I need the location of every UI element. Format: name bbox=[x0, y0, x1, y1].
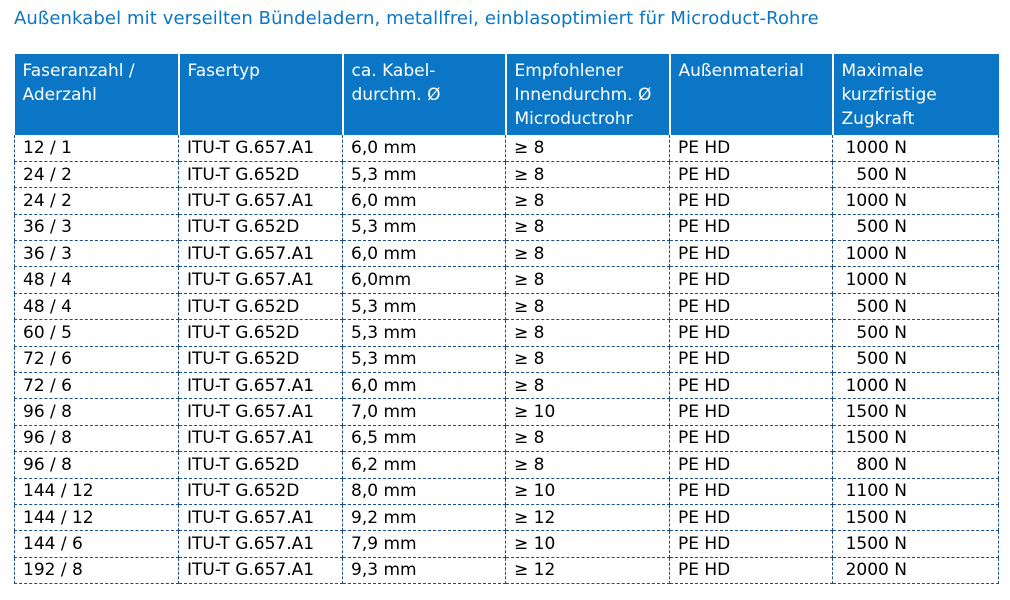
cell-cable-diameter: 5,3 mm bbox=[343, 346, 506, 372]
cell-tensile-force bbox=[833, 346, 999, 372]
cell-fiber-type: ITU-T G.657.A1 bbox=[179, 399, 343, 425]
cable-spec-table bbox=[14, 54, 999, 584]
tensile-force-value: 1500 N bbox=[845, 428, 907, 449]
cell-outer-material: PE HD bbox=[670, 373, 833, 399]
header-fiber-count: Faseranzahl / Aderzahl bbox=[15, 54, 179, 135]
cell-tensile-force bbox=[833, 214, 999, 240]
table-row bbox=[15, 504, 999, 530]
table-row bbox=[15, 320, 999, 346]
cell-cable-diameter: 6,0 mm bbox=[343, 373, 506, 399]
cell-tensile-force bbox=[833, 452, 999, 478]
table-row bbox=[15, 346, 999, 372]
cell-outer-material: PE HD bbox=[670, 452, 833, 478]
cell-fiber-count: 48 / 4 bbox=[15, 293, 179, 319]
cell-fiber-type: ITU-T G.657.A1 bbox=[179, 135, 343, 161]
cell-fiber-type: ITU-T G.657.A1 bbox=[179, 557, 343, 583]
cell-fiber-type: ITU-T G.652D bbox=[179, 452, 343, 478]
cell-microduct-diameter: ≥ 8 bbox=[506, 135, 670, 161]
cell-fiber-count: 144 / 12 bbox=[15, 504, 179, 530]
cell-fiber-type: ITU-T G.657.A1 bbox=[179, 241, 343, 267]
cell-microduct-diameter: ≥ 8 bbox=[506, 188, 670, 214]
cell-cable-diameter: 6,0 mm bbox=[343, 241, 506, 267]
table-row bbox=[15, 267, 999, 293]
cell-tensile-force bbox=[833, 293, 999, 319]
cell-cable-diameter: 5,3 mm bbox=[343, 161, 506, 187]
cell-cable-diameter: 7,0 mm bbox=[343, 399, 506, 425]
table-row bbox=[15, 452, 999, 478]
cell-cable-diameter: 6,0mm bbox=[343, 267, 506, 293]
cell-tensile-force bbox=[833, 531, 999, 557]
cell-fiber-type: ITU-T G.652D bbox=[179, 320, 343, 346]
cell-fiber-count: 192 / 8 bbox=[15, 557, 179, 583]
cell-fiber-count: 12 / 1 bbox=[15, 135, 179, 161]
cell-cable-diameter: 8,0 mm bbox=[343, 478, 506, 504]
cell-fiber-type: ITU-T G.657.A1 bbox=[179, 531, 343, 557]
table-row bbox=[15, 399, 999, 425]
cell-fiber-type: ITU-T G.657.A1 bbox=[179, 425, 343, 451]
table-row bbox=[15, 425, 999, 451]
cell-cable-diameter: 9,2 mm bbox=[343, 504, 506, 530]
cell-microduct-diameter: ≥ 8 bbox=[506, 161, 670, 187]
cell-outer-material: PE HD bbox=[670, 504, 833, 530]
header-cable-diameter: ca. Kabel-durchm. Ø bbox=[343, 54, 506, 135]
cell-microduct-diameter: ≥ 8 bbox=[506, 425, 670, 451]
cell-fiber-count: 24 / 2 bbox=[15, 161, 179, 187]
table-row bbox=[15, 557, 999, 583]
cell-tensile-force bbox=[833, 399, 999, 425]
tensile-force-value: 500 N bbox=[856, 322, 907, 343]
cell-fiber-count: 48 / 4 bbox=[15, 267, 179, 293]
header-fiber-type: Fasertyp bbox=[179, 54, 343, 135]
cell-tensile-force bbox=[833, 188, 999, 214]
cell-microduct-diameter: ≥ 8 bbox=[506, 320, 670, 346]
cell-microduct-diameter: ≥ 10 bbox=[506, 478, 670, 504]
table-row bbox=[15, 478, 999, 504]
cell-outer-material: PE HD bbox=[670, 241, 833, 267]
cell-outer-material: PE HD bbox=[670, 346, 833, 372]
cell-fiber-count: 36 / 3 bbox=[15, 214, 179, 240]
tensile-force-value: 500 N bbox=[856, 296, 907, 317]
cell-outer-material: PE HD bbox=[670, 531, 833, 557]
tensile-force-value: 2000 N bbox=[845, 560, 907, 581]
table-body bbox=[15, 135, 999, 584]
cell-tensile-force bbox=[833, 478, 999, 504]
cell-microduct-diameter: ≥ 8 bbox=[506, 452, 670, 478]
cell-tensile-force bbox=[833, 241, 999, 267]
table-row bbox=[15, 135, 999, 161]
cell-fiber-count: 96 / 8 bbox=[15, 425, 179, 451]
cell-fiber-type: ITU-T G.652D bbox=[179, 293, 343, 319]
cell-tensile-force bbox=[833, 425, 999, 451]
cell-cable-diameter: 6,2 mm bbox=[343, 452, 506, 478]
tensile-force-value: 1000 N bbox=[845, 137, 907, 158]
cell-tensile-force bbox=[833, 267, 999, 293]
cell-outer-material: PE HD bbox=[670, 399, 833, 425]
cell-fiber-count: 96 / 8 bbox=[15, 452, 179, 478]
tensile-force-value: 1000 N bbox=[845, 375, 907, 396]
cell-tensile-force bbox=[833, 161, 999, 187]
page-title: Außenkabel mit verseilten Bündeladern, metallfrei, einblasoptimiert für Microduct-Rohre bbox=[14, 8, 819, 29]
table-row bbox=[15, 214, 999, 240]
tensile-force-value: 500 N bbox=[856, 217, 907, 238]
cell-fiber-count: 144 / 12 bbox=[15, 478, 179, 504]
cell-cable-diameter: 6,0 mm bbox=[343, 188, 506, 214]
cell-outer-material: PE HD bbox=[670, 320, 833, 346]
cell-microduct-diameter: ≥ 10 bbox=[506, 399, 670, 425]
tensile-force-value: 500 N bbox=[856, 349, 907, 370]
cell-cable-diameter: 7,9 mm bbox=[343, 531, 506, 557]
cell-fiber-count: 24 / 2 bbox=[15, 188, 179, 214]
tensile-force-value: 1000 N bbox=[845, 243, 907, 264]
cell-cable-diameter: 5,3 mm bbox=[343, 214, 506, 240]
cell-fiber-count: 144 / 6 bbox=[15, 531, 179, 557]
tensile-force-value: 1500 N bbox=[845, 402, 907, 423]
cell-outer-material: PE HD bbox=[670, 161, 833, 187]
table-row bbox=[15, 241, 999, 267]
cell-fiber-type: ITU-T G.657.A1 bbox=[179, 504, 343, 530]
cell-fiber-count: 96 / 8 bbox=[15, 399, 179, 425]
cell-fiber-count: 60 / 5 bbox=[15, 320, 179, 346]
cell-tensile-force bbox=[833, 373, 999, 399]
cell-cable-diameter: 5,3 mm bbox=[343, 320, 506, 346]
cell-microduct-diameter: ≥ 10 bbox=[506, 531, 670, 557]
tensile-force-value: 1100 N bbox=[845, 481, 907, 502]
cell-cable-diameter: 5,3 mm bbox=[343, 293, 506, 319]
header-outer-material: Außenmaterial bbox=[670, 54, 833, 135]
cell-fiber-count: 72 / 6 bbox=[15, 373, 179, 399]
cell-outer-material: PE HD bbox=[670, 267, 833, 293]
cell-microduct-diameter: ≥ 8 bbox=[506, 346, 670, 372]
cell-fiber-type: ITU-T G.652D bbox=[179, 214, 343, 240]
tensile-force-value: 1000 N bbox=[845, 270, 907, 291]
cell-fiber-type: ITU-T G.657.A1 bbox=[179, 188, 343, 214]
cell-microduct-diameter: ≥ 8 bbox=[506, 293, 670, 319]
cell-tensile-force bbox=[833, 320, 999, 346]
cell-outer-material: PE HD bbox=[670, 557, 833, 583]
cell-fiber-count: 72 / 6 bbox=[15, 346, 179, 372]
cell-fiber-type: ITU-T G.652D bbox=[179, 161, 343, 187]
tensile-force-value: 1500 N bbox=[845, 507, 907, 528]
cell-fiber-type: ITU-T G.657.A1 bbox=[179, 373, 343, 399]
cell-outer-material: PE HD bbox=[670, 135, 833, 161]
cell-microduct-diameter: ≥ 12 bbox=[506, 557, 670, 583]
cell-outer-material: PE HD bbox=[670, 425, 833, 451]
cell-outer-material: PE HD bbox=[670, 478, 833, 504]
table-row bbox=[15, 161, 999, 187]
cell-tensile-force bbox=[833, 135, 999, 161]
cell-fiber-type: ITU-T G.652D bbox=[179, 346, 343, 372]
cell-microduct-diameter: ≥ 12 bbox=[506, 504, 670, 530]
table-header-row bbox=[15, 54, 999, 135]
cell-tensile-force bbox=[833, 557, 999, 583]
cell-cable-diameter: 6,0 mm bbox=[343, 135, 506, 161]
tensile-force-value: 500 N bbox=[856, 164, 907, 185]
cell-microduct-diameter: ≥ 8 bbox=[506, 241, 670, 267]
cell-outer-material: PE HD bbox=[670, 293, 833, 319]
header-tensile-force: Maximale kurzfristige Zugkraft bbox=[833, 54, 999, 135]
table-row bbox=[15, 531, 999, 557]
table-row bbox=[15, 293, 999, 319]
table-row bbox=[15, 188, 999, 214]
tensile-force-value: 800 N bbox=[856, 454, 907, 475]
cell-outer-material: PE HD bbox=[670, 214, 833, 240]
cell-microduct-diameter: ≥ 8 bbox=[506, 267, 670, 293]
cell-fiber-type: ITU-T G.652D bbox=[179, 478, 343, 504]
table-row bbox=[15, 373, 999, 399]
cell-microduct-diameter: ≥ 8 bbox=[506, 373, 670, 399]
cell-microduct-diameter: ≥ 8 bbox=[506, 214, 670, 240]
tensile-force-value: 1000 N bbox=[845, 190, 907, 211]
header-microduct-diameter: Empfohlener Innendurchm. Ø Microductrohr bbox=[506, 54, 670, 135]
cell-outer-material: PE HD bbox=[670, 188, 833, 214]
cell-tensile-force bbox=[833, 504, 999, 530]
cell-fiber-type: ITU-T G.657.A1 bbox=[179, 267, 343, 293]
cell-fiber-count: 36 / 3 bbox=[15, 241, 179, 267]
cell-cable-diameter: 6,5 mm bbox=[343, 425, 506, 451]
cell-cable-diameter: 9,3 mm bbox=[343, 557, 506, 583]
tensile-force-value: 1500 N bbox=[845, 534, 907, 555]
